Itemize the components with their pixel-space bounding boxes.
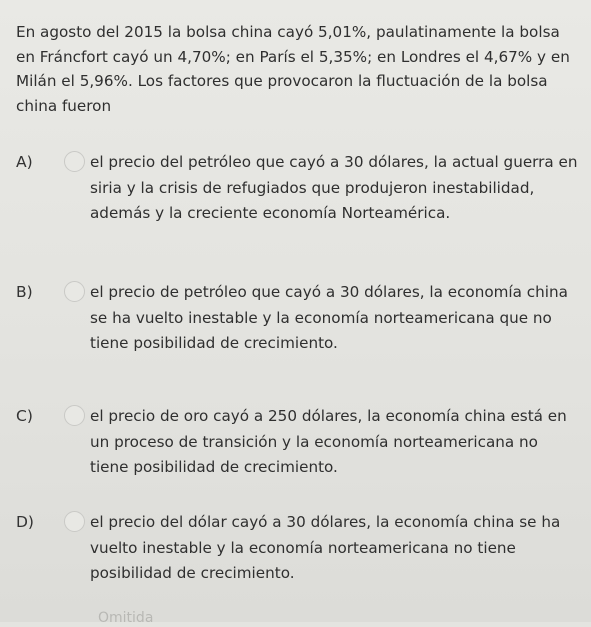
option-b-text: el precio de petróleo que cayó a 30 dólares, la economía china se ha vuelto inestable y la economía norteamericana que no tiene posibilidad de crecimiento.: [90, 283, 568, 352]
option-b-letter: B): [16, 283, 33, 301]
question-text: En agosto del 2015 la bolsa china cayó 5,01%, paulatinamente la bolsa en Fráncfort cayó un 4,70%; en París el 5,35%; en Londres el 4,67% y en Milán el 5,96%. Los factores que provocaron la fluctuación de la bolsa china fueron: [16, 23, 570, 115]
option-a-radio[interactable]: [64, 151, 85, 172]
option-c[interactable]: [16, 404, 586, 504]
option-d-letter: D): [16, 513, 34, 531]
option-d[interactable]: [16, 510, 586, 610]
option-a[interactable]: [16, 150, 586, 250]
option-b[interactable]: [16, 280, 586, 380]
option-d-radio[interactable]: [64, 511, 85, 532]
option-c-radio[interactable]: [64, 405, 85, 426]
option-b-radio[interactable]: [64, 281, 85, 302]
option-a-text: el precio del petróleo que cayó a 30 dólares, la actual guerra en siria y la crisis de refugiados que produjeron inestabilidad, además y la creciente economía Norteamérica.: [90, 153, 578, 222]
option-a-letter: A): [16, 153, 33, 171]
option-d-text: el precio del dólar cayó a 30 dólares, la economía china se ha vuelto inestable y la economía norteamericana no tiene posibilidad de crecimiento.: [90, 513, 561, 582]
omitted-label[interactable]: Omitida: [98, 610, 154, 626]
option-c-text: el precio de oro cayó a 250 dólares, la economía china está en un proceso de transición y la economía norteamericana no tiene posibilidad de crecimiento.: [90, 407, 567, 476]
option-c-letter: C): [16, 407, 33, 425]
